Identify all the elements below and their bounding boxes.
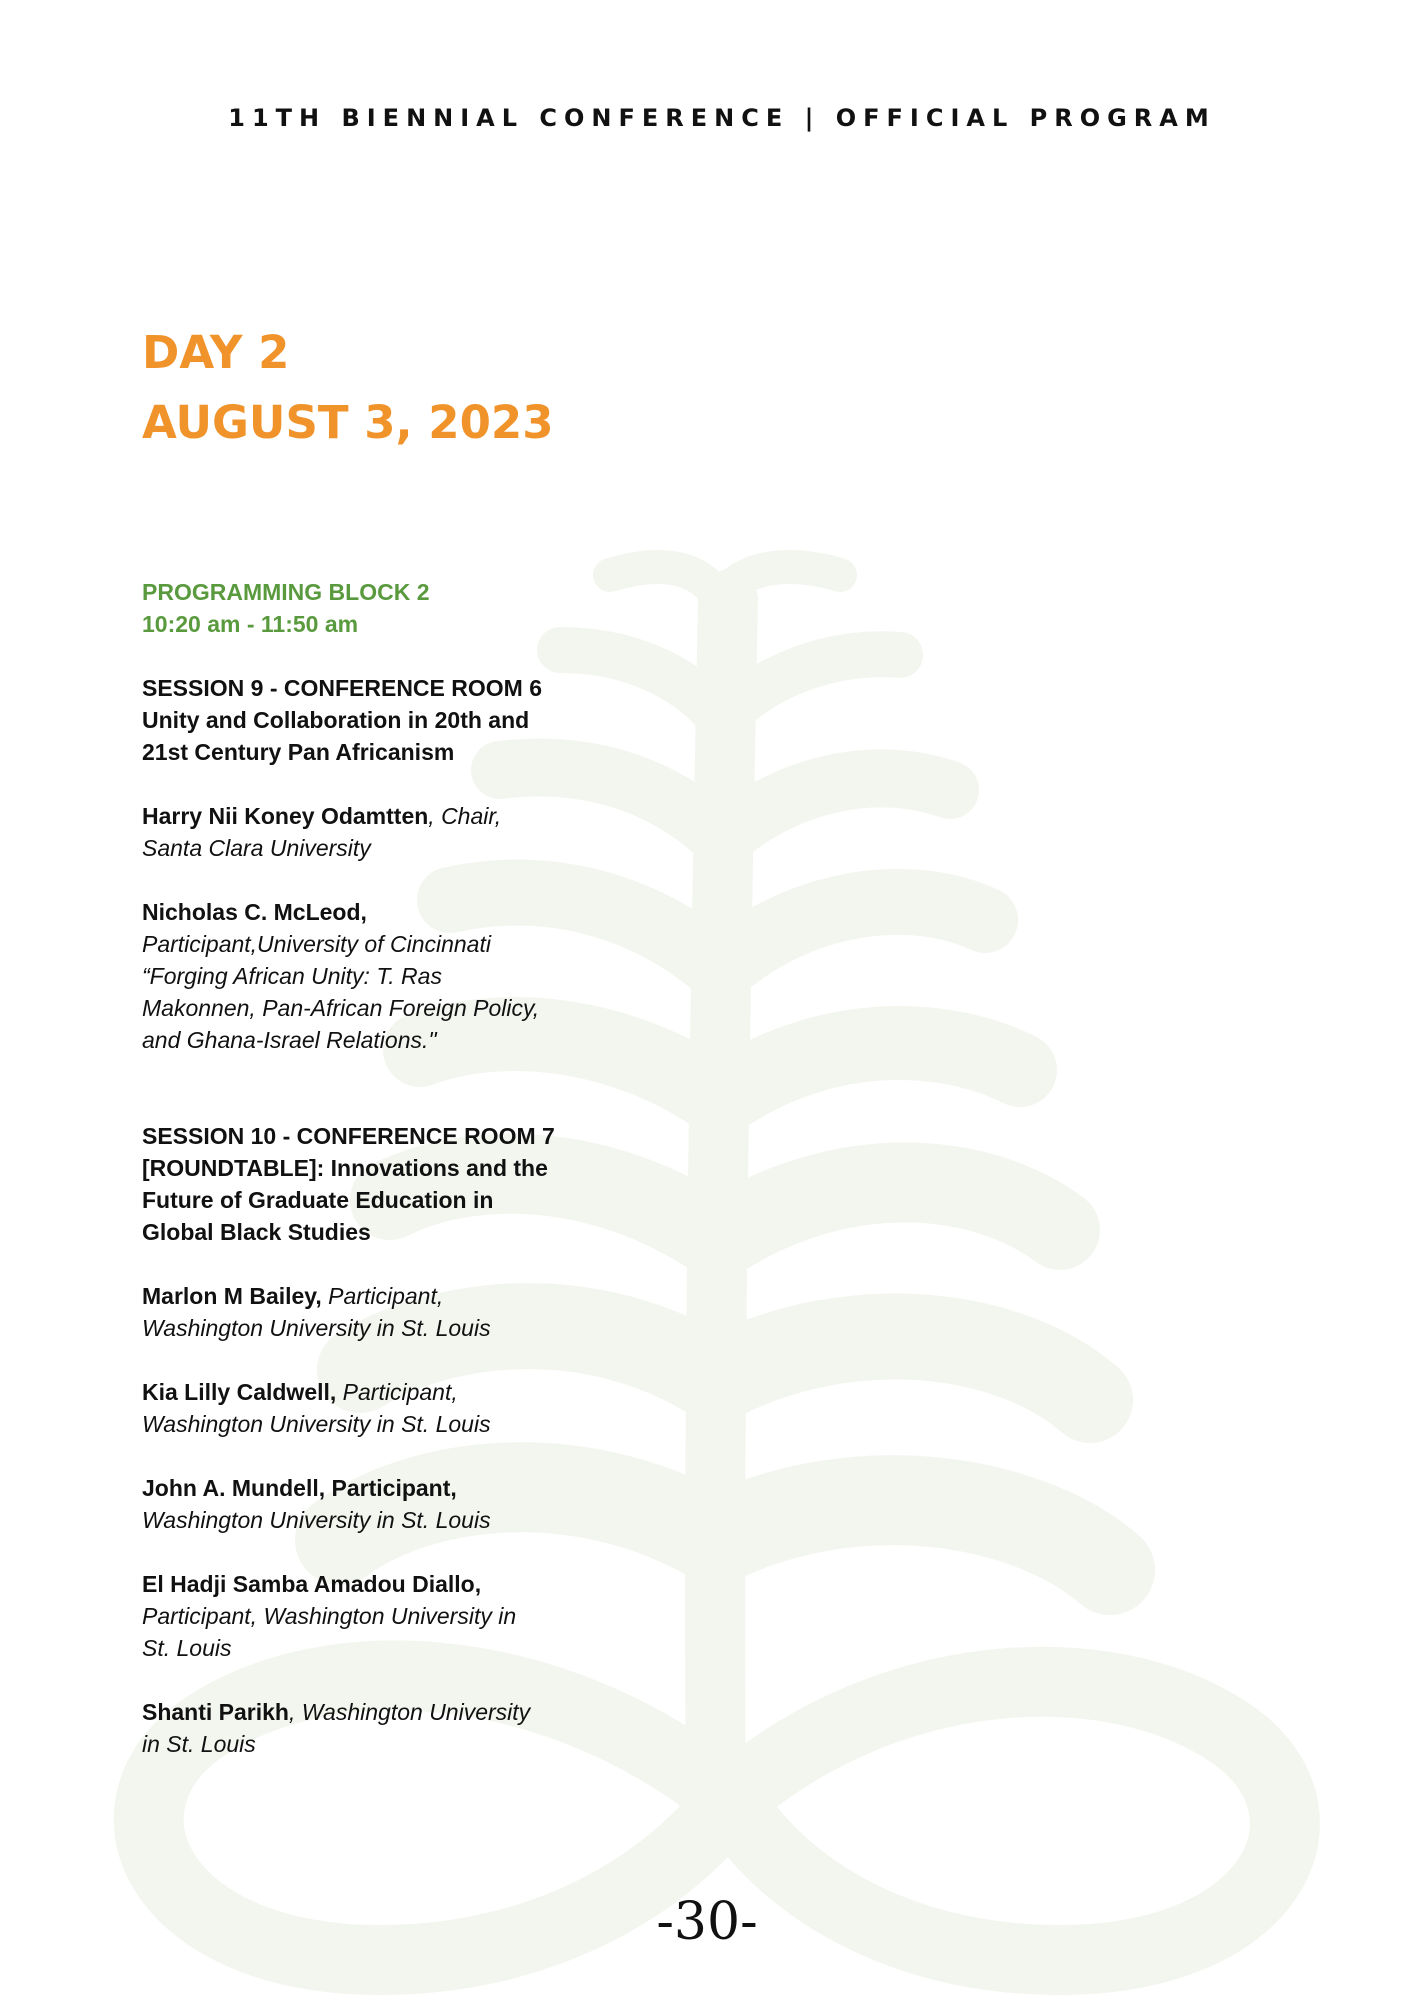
session-10-participant bbox=[142, 1376, 662, 1440]
person-name: Harry Nii Koney Odamtten bbox=[142, 803, 429, 829]
person-affiliation: Washington University in St. Louis bbox=[142, 1507, 491, 1533]
day-date: AUGUST 3, 2023 bbox=[142, 396, 554, 449]
session-title-line: Global Black Studies bbox=[142, 1219, 371, 1245]
session-9-title bbox=[142, 672, 662, 768]
session-title-line: Unity and Collaboration in 20th and bbox=[142, 707, 530, 733]
person-affiliation: Washington University in St. Louis bbox=[142, 1315, 491, 1341]
session-heading: SESSION 10 - CONFERENCE ROOM 7 bbox=[142, 1123, 555, 1149]
session-heading: SESSION 9 - CONFERENCE ROOM 6 bbox=[142, 675, 543, 701]
session-10-participant bbox=[142, 1568, 662, 1664]
person-role: Participant, bbox=[336, 1379, 458, 1405]
person-affiliation: , Washington University bbox=[288, 1699, 531, 1725]
program-content bbox=[142, 318, 662, 1760]
session-9-participant bbox=[142, 896, 662, 1056]
person-affiliation: Participant, Washington University in bbox=[142, 1603, 517, 1629]
person-name: John A. Mundell, Participant, bbox=[142, 1475, 457, 1501]
person-role: Participant, bbox=[321, 1283, 444, 1309]
paper-title-line: and Ghana-Israel Relations." bbox=[142, 1027, 437, 1053]
session-10-participant bbox=[142, 1280, 662, 1344]
paper-title-line: “Forging African Unity: T. Ras bbox=[142, 963, 442, 989]
session-title-line: Future of Graduate Education in bbox=[142, 1187, 494, 1213]
paper-title-line: Makonnen, Pan-African Foreign Policy, bbox=[142, 995, 540, 1021]
person-affiliation: in St. Louis bbox=[142, 1731, 256, 1757]
session-10-participant bbox=[142, 1472, 662, 1536]
program-header: 11TH BIENNIAL CONFERENCE | OFFICIAL PROGRAM bbox=[228, 104, 1216, 132]
person-affiliation: Washington University in St. Louis bbox=[142, 1411, 491, 1437]
person-name: Kia Lilly Caldwell, bbox=[142, 1379, 337, 1405]
person-name: Nicholas C. McLeod, bbox=[142, 899, 367, 925]
session-10-participant bbox=[142, 1696, 662, 1760]
session-title-line: [ROUNDTABLE]: Innovations and the bbox=[142, 1155, 548, 1181]
session-10-title bbox=[142, 1120, 662, 1248]
block-label: PROGRAMMING BLOCK 2 bbox=[142, 579, 430, 605]
programming-block bbox=[142, 576, 662, 640]
person-name: Marlon M Bailey, bbox=[142, 1283, 322, 1309]
session-title-line: 21st Century Pan Africanism bbox=[142, 739, 455, 765]
page-number: -30- bbox=[656, 1892, 758, 1952]
session-9-chair bbox=[142, 800, 662, 864]
person-role: , Chair, bbox=[428, 803, 502, 829]
person-affiliation: Santa Clara University bbox=[142, 835, 371, 861]
block-time: 10:20 am - 11:50 am bbox=[142, 611, 359, 637]
person-affiliation: Participant,University of Cincinnati bbox=[142, 931, 491, 957]
person-name: El Hadji Samba Amadou Diallo, bbox=[142, 1571, 482, 1597]
person-affiliation: St. Louis bbox=[142, 1635, 232, 1661]
day-label: DAY 2 bbox=[142, 326, 290, 379]
person-name: Shanti Parikh bbox=[142, 1699, 289, 1725]
